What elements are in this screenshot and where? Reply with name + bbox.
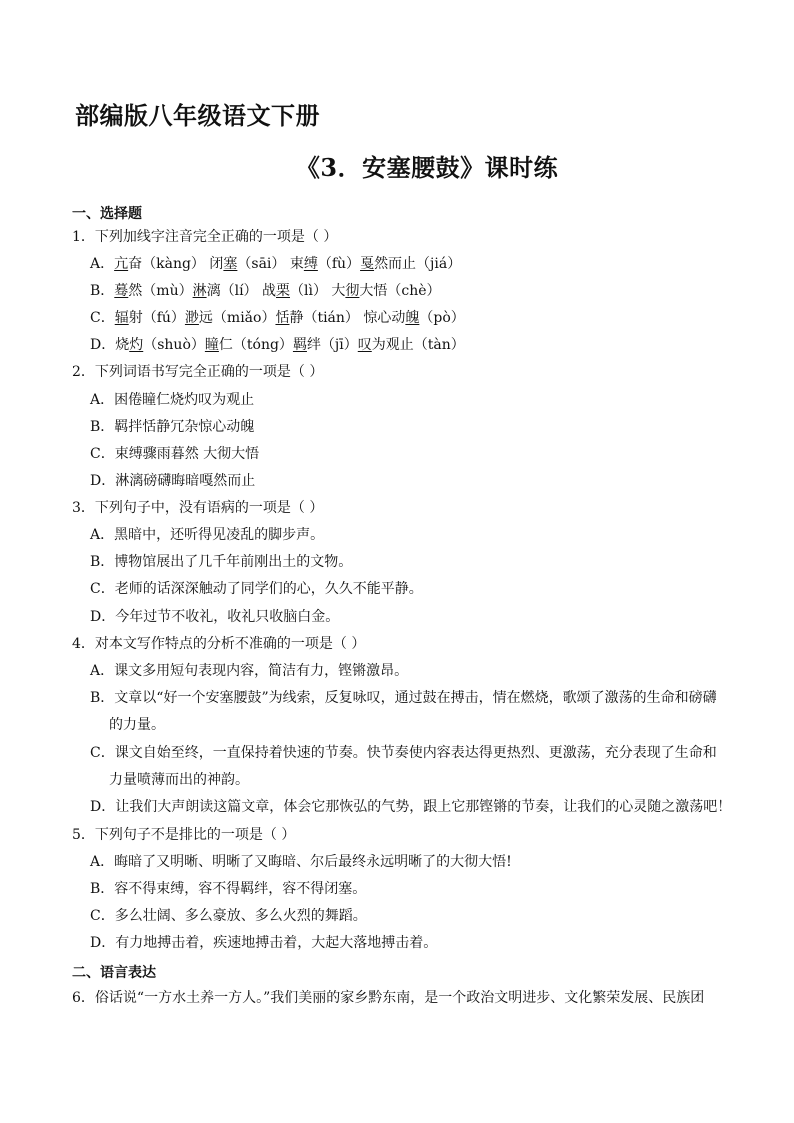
question-1-option-c: C．辐射（fú）渺远（miǎo）恬静（tián） 惊心动魄（pò） [90,310,465,326]
question-2-stem: 2．下列词语书写完全正确的一项是（ ） [72,364,324,380]
section-heading-expression: 二、语言表达 [72,965,156,981]
question-5-option-d: D．有力地搏击着，疾速地搏击着，大起大落地搏击着。 [90,935,438,951]
question-1-option-d: D．烧灼（shuò）瞳仁（tóng）羁绊（jī）叹为观止（tàn） [90,337,465,353]
question-5-option-a: A．晦暗了又明晰、明晰了又晦暗、尔后最终永远明晰了的大彻大悟! [90,854,512,870]
question-4-option-c-continued: 力量喷薄而出的神韵。 [109,772,249,788]
question-4-option-b-continued: 的力量。 [109,717,165,733]
section-heading-choice: 一、选择题 [72,206,142,222]
question-2-option-a: A．困倦瞳仁烧灼叹为观止 [90,392,255,408]
question-4-option-c: C．课文自始至终，一直保持着快速的节奏。快节奏使内容表达得更热烈、更激荡，充分表现了生命和 [90,745,717,761]
question-4-stem: 4．对本文写作特点的分析不准确的一项是（ ） [72,636,366,652]
question-2-option-c: C．束缚骤雨暮然 大彻大悟 [90,446,260,462]
question-3-option-c: C．老师的话深深触动了同学们的心，久久不能平静。 [90,581,423,597]
document-subtitle: 《3．安塞腰鼓》课时练 [295,153,559,182]
question-4-option-a: A．课文多用短句表现内容，简洁有力，铿锵激昂。 [90,663,409,679]
question-2-option-d: D．淋漓磅礴晦暗嘎然而止 [90,473,256,489]
question-1-stem: 1．下列加线字注音完全正确的一项是（ ） [72,229,338,245]
question-1-option-a: A．亢奋（kàng） 闭塞（sāi） 束缚（fù）戛然而止（jiá） [90,256,462,272]
question-5-option-b: B．容不得束缚，容不得羁绊，容不得闭塞。 [90,881,367,897]
question-5-stem: 5．下列句子不是排比的一项是（ ） [72,827,296,843]
question-3-option-a: A．黑暗中，还听得见凌乱的脚步声。 [90,527,325,543]
question-6-stem: 6．俗话说“一方水土养一方人。”我们美丽的家乡黔东南，是一个政治文明进步、文化繁荣发展、民族团 [72,990,705,1006]
question-4-option-b: B．文章以“好一个安塞腰鼓”为线索，反复咏叹，通过鼓在搏击，情在燃烧，歌颂了激荡的生命和磅礴 [90,690,717,706]
question-4-option-d: D．让我们大声朗读这篇文章，体会它那恢弘的气势，跟上它那铿锵的节奏，让我们的心灵随之激荡吧！ [90,799,732,815]
question-3-stem: 3．下列句子中，没有语病的一项是（ ） [72,500,324,516]
question-3-option-d: D．今年过节不收礼，收礼只收脑白金。 [90,609,340,625]
question-1-option-b: B．蓦然（mù）淋漓（lí） 战栗（lì） 大彻大悟（chè） [90,283,441,299]
question-5-option-c: C．多么壮阔、多么豪放、多么火烈的舞蹈。 [90,908,367,924]
question-2-option-b: B．羁拌恬静冗杂惊心动魄 [90,419,255,435]
document-title: 部编版八年级语文下册 [75,101,320,130]
question-3-option-b: B．博物馆展出了几千年前刚出土的文物。 [90,554,353,570]
